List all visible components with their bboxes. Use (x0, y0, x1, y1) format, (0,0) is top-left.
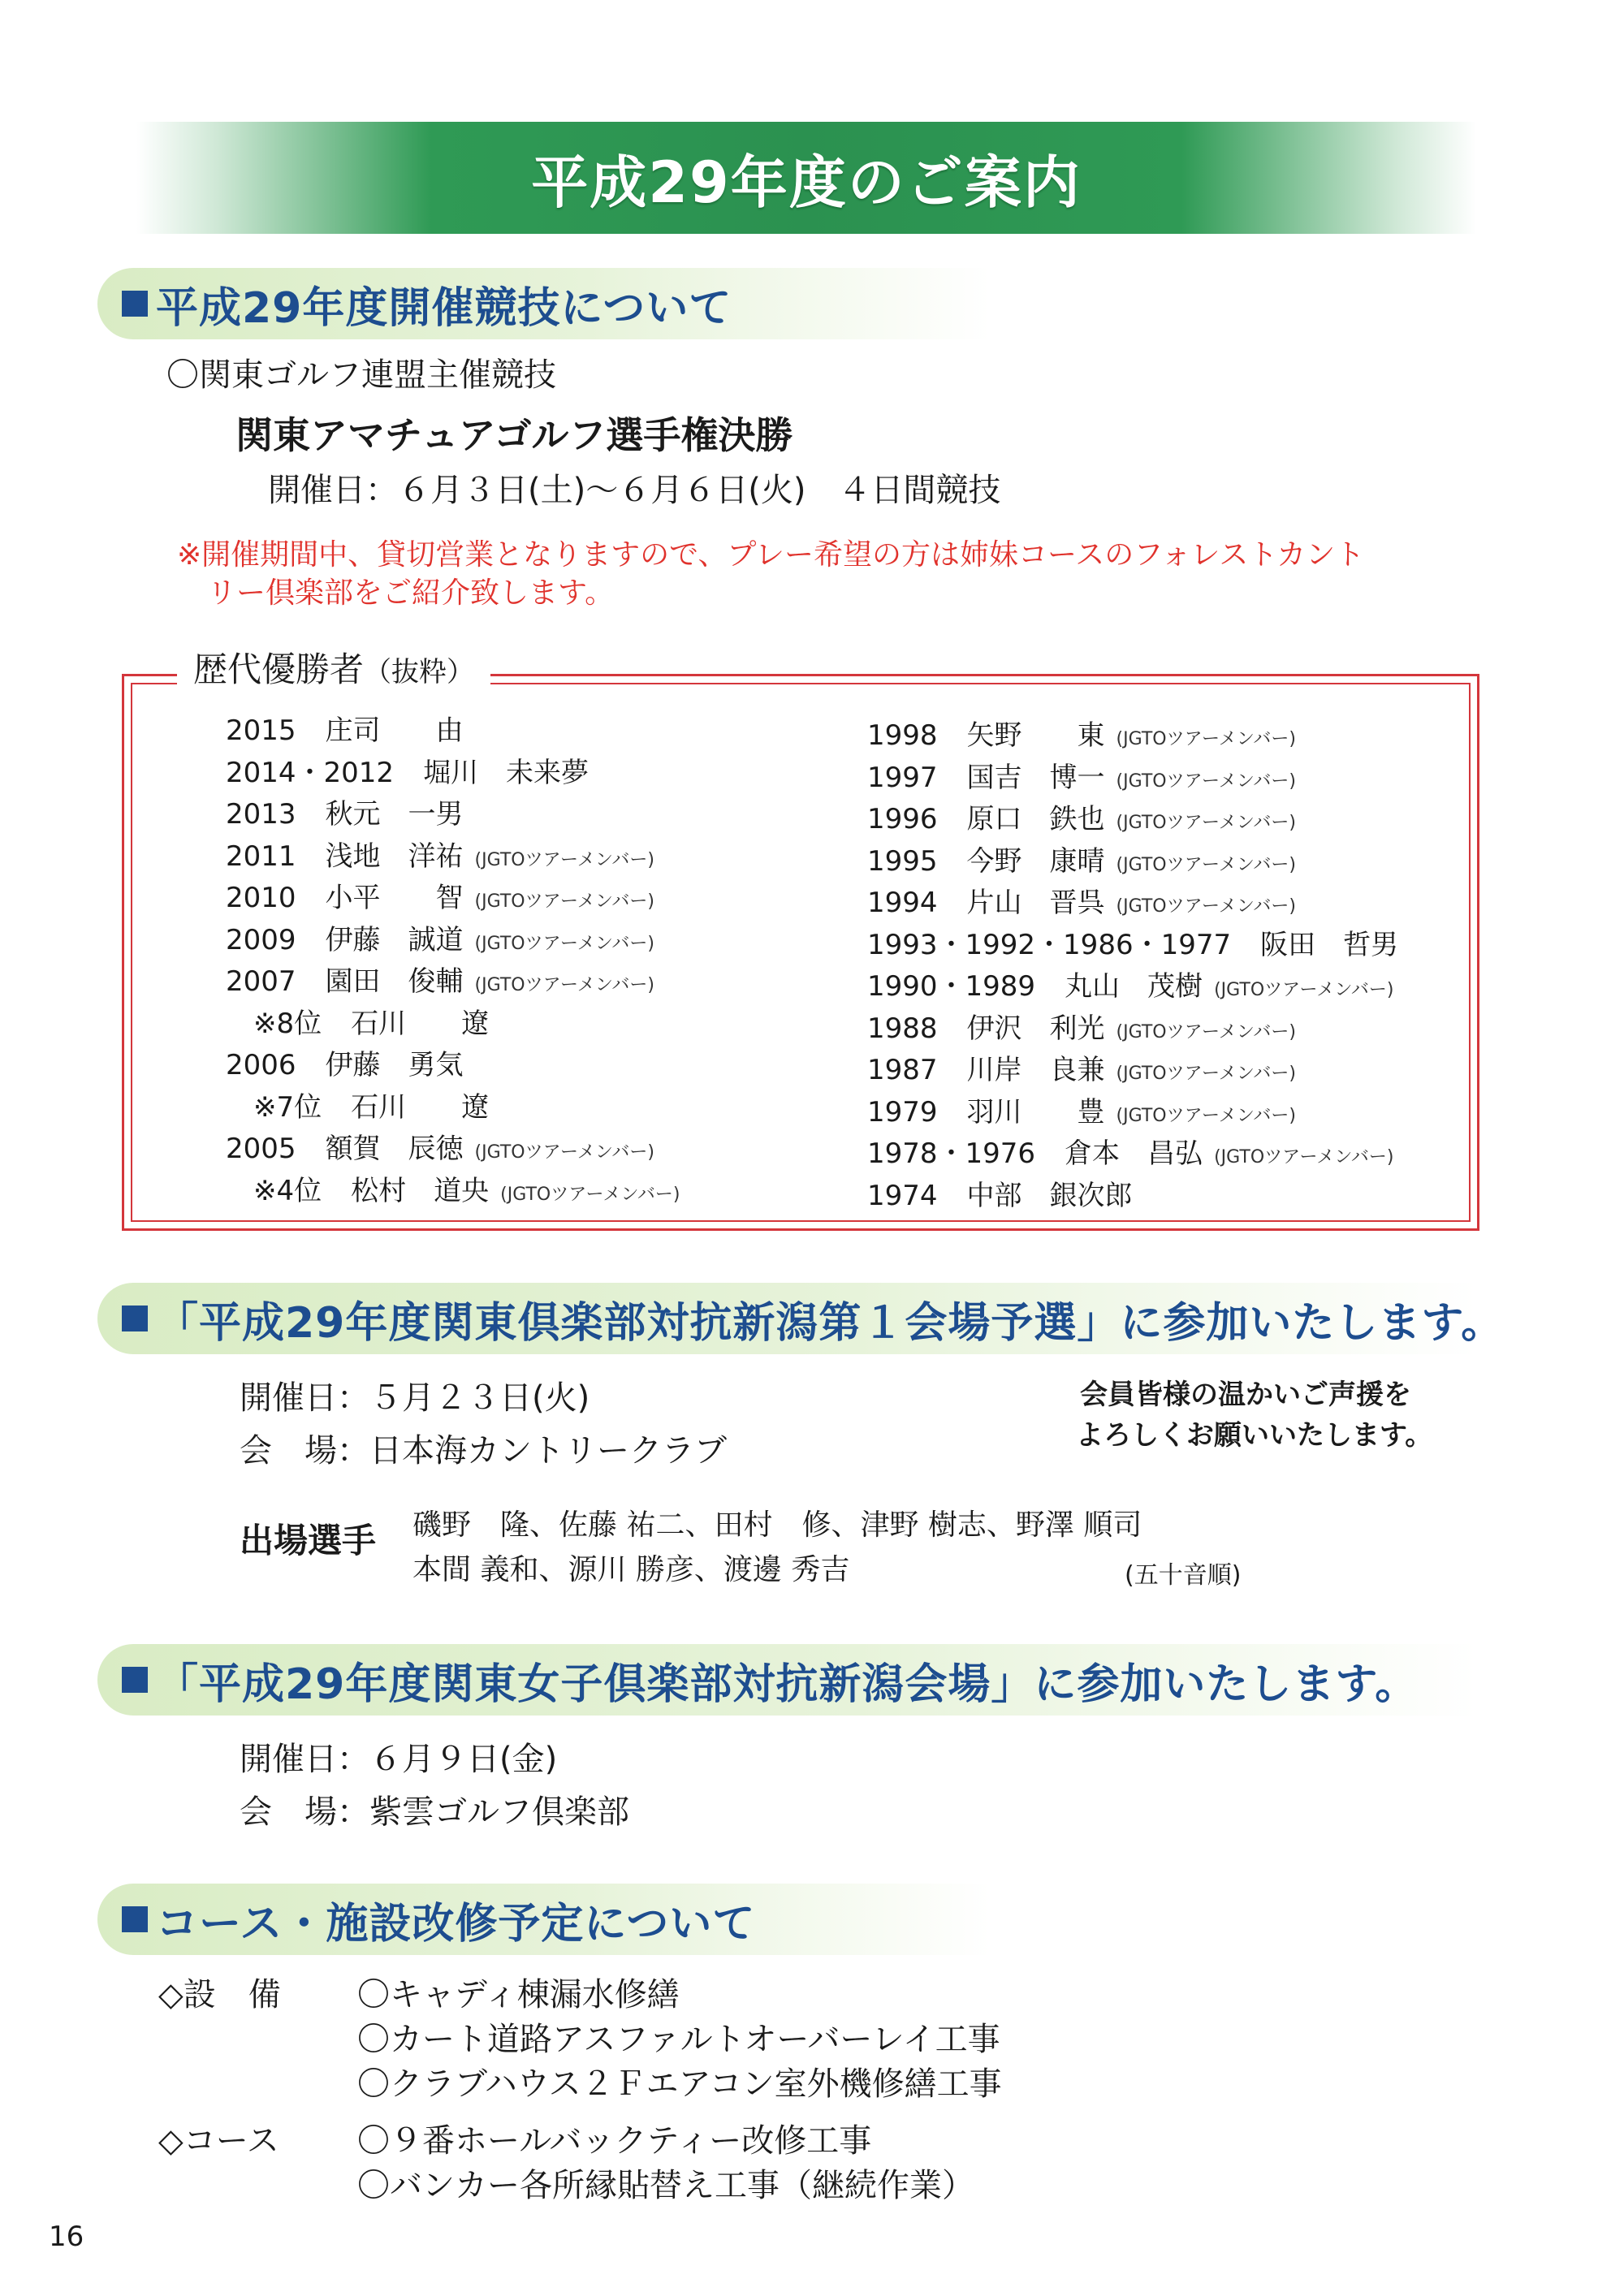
event-date: 開催日：６月３日(土)～６月６日(火) ４日間競技 (268, 472, 1001, 509)
winner-row (867, 839, 1296, 878)
winner-row (867, 1131, 1393, 1171)
notice-line-1: ※開催期間中、貸切営業となりますので、プレー希望の方は姉妹コースのフォレストカント (177, 538, 1365, 572)
facilities-category: ◇設 備 (158, 1976, 281, 2013)
facility-item: 〇クラブハウス２Ｆエアコン室外機修繕工事 (357, 2065, 1002, 2103)
winner-name: 今野 康晴 (966, 844, 1105, 878)
winner-row (226, 1042, 464, 1082)
winner-row (867, 1090, 1296, 1129)
winner-row (226, 1085, 489, 1124)
tour-member-tag: (JGTOツアーメンバー) (474, 849, 654, 870)
winner-name: 阪田 哲男 (1260, 928, 1399, 961)
winner-row (867, 922, 1398, 962)
winner-row (867, 1173, 1133, 1213)
winner-year: 2006 (226, 1049, 296, 1081)
winner-row (867, 755, 1296, 795)
winner-name: 川岸 良兼 (966, 1054, 1105, 1086)
womens-venue: 会 場：紫雲ゴルフ倶楽部 (240, 1793, 629, 1831)
winner-name: 伊藤 誠道 (325, 923, 464, 956)
winner-row (226, 959, 654, 999)
winner-year: 1978・1976 (867, 1137, 1036, 1170)
winner-name: 小平 智 (325, 882, 464, 914)
tour-member-tag: (JGTOツアーメンバー) (1214, 1147, 1394, 1167)
tour-member-tag: (JGTOツアーメンバー) (500, 1184, 680, 1205)
winner-year: 1990・1989 (867, 970, 1036, 1003)
page-title: 平成29年度のご案内 (531, 149, 1082, 216)
winner-year: 1988 (867, 1012, 938, 1045)
winner-row (226, 834, 654, 874)
winner-row (867, 880, 1296, 920)
winner-name: 矢野 東 (966, 719, 1105, 752)
winner-row (867, 713, 1296, 753)
winner-year: ※7位 (226, 1090, 322, 1124)
section-heading-renovations: コース・施設改修予定について (97, 1884, 991, 1955)
course-item: 〇９番ホールバックティー改修工事 (357, 2122, 872, 2160)
winner-name: 秋元 一男 (325, 798, 464, 831)
winner-name: 伊藤 勇気 (325, 1049, 464, 1081)
winner-year: 1974 (867, 1179, 938, 1212)
winner-name: 国吉 博一 (966, 761, 1105, 794)
winner-row (226, 792, 464, 831)
winner-year: 1979 (867, 1095, 938, 1129)
winner-year: 1997 (867, 761, 938, 794)
winner-row (226, 1126, 654, 1166)
winner-year: 2010 (226, 882, 296, 914)
winner-year: 1996 (867, 803, 938, 835)
section-heading-womens-club-team: 「平成29年度関東女子倶楽部対抗新潟会場」に参加いたします。 (97, 1644, 1478, 1716)
tour-member-tag: (JGTOツアーメンバー) (1116, 1021, 1296, 1042)
course-item: 〇バンカー各所縁貼替え工事（継続作業） (357, 2167, 974, 2204)
alphabetical-order-note: (五十音順) (1125, 1561, 1242, 1590)
organizer-label: 〇関東ゴルフ連盟主催競技 (166, 356, 556, 394)
winner-row (226, 708, 464, 748)
past-winners-label: 歴代優勝者（抜粋） (177, 643, 490, 692)
winner-row (226, 750, 589, 790)
support-message-2: よろしくお願いいたします。 (1076, 1419, 1433, 1452)
tour-member-tag: (JGTOツアーメンバー) (1214, 980, 1394, 1000)
winner-name: 松村 道央 (351, 1174, 490, 1207)
winner-name: 庄司 由 (325, 714, 464, 747)
winner-name: 原口 鉄也 (966, 803, 1105, 835)
tour-member-tag: (JGTOツアーメンバー) (1116, 854, 1296, 875)
winner-year: ※4位 (226, 1174, 322, 1207)
winner-row (226, 1168, 680, 1208)
tour-member-tag: (JGTOツアーメンバー) (1116, 896, 1296, 917)
winner-name: 伊沢 利光 (966, 1012, 1105, 1045)
square-bullet-icon (122, 1906, 148, 1932)
tour-member-tag: (JGTOツアーメンバー) (1116, 729, 1296, 749)
tour-member-tag: (JGTOツアーメンバー) (1116, 813, 1296, 833)
winner-year: 1994 (867, 887, 938, 919)
tour-member-tag: (JGTOツアーメンバー) (1116, 1105, 1296, 1126)
players-line-2: 本間 義和、源川 勝彦、渡邊 秀吉 (412, 1553, 850, 1586)
winner-name: 石川 遼 (351, 1090, 490, 1124)
winner-year: 1987 (867, 1054, 938, 1086)
square-bullet-icon (122, 1306, 148, 1331)
winner-name: 片山 晋呉 (966, 887, 1105, 919)
winner-year: 2009 (226, 923, 296, 956)
winner-name: 中部 銀次郎 (966, 1179, 1133, 1212)
winner-year: 2015 (226, 714, 296, 747)
support-message-1: 会員皆様の温かいご声援を (1080, 1379, 1411, 1411)
winner-year: 2013 (226, 798, 296, 831)
womens-date: 開催日：６月９日(金) (240, 1741, 558, 1778)
qualifier-date: 開催日：５月２３日(火) (240, 1379, 590, 1417)
winner-name: 丸山 茂樹 (1065, 970, 1203, 1003)
section-heading-events: 平成29年度開催競技について (97, 268, 991, 339)
tour-member-tag: (JGTOツアーメンバー) (474, 891, 654, 912)
players-line-1: 磯野 隆、佐藤 祐二、田村 修、津野 樹志、野澤 順司 (412, 1508, 1142, 1542)
winner-year: 1998 (867, 719, 938, 752)
event-name: 関東アマチュアゴルフ選手権決勝 (235, 413, 793, 457)
winner-row (867, 796, 1296, 836)
winner-year: 2011 (226, 839, 296, 873)
square-bullet-icon (122, 291, 148, 317)
winner-name: 羽川 豊 (966, 1095, 1105, 1129)
winner-row (226, 917, 654, 957)
title-banner (136, 122, 1476, 234)
notice-line-2: リー倶楽部をご紹介致します。 (207, 576, 615, 610)
winner-year: 1995 (867, 844, 938, 878)
winner-name: 浅地 洋祐 (325, 839, 464, 873)
winner-name: 石川 遼 (351, 1007, 490, 1040)
tour-member-tag: (JGTOツアーメンバー) (474, 1142, 654, 1163)
tour-member-tag: (JGTOツアーメンバー) (474, 933, 654, 954)
course-category: ◇コース (158, 2122, 279, 2160)
winner-year: 2014・2012 (226, 756, 395, 789)
winner-name: 額賀 辰徳 (325, 1133, 464, 1165)
tour-member-tag: (JGTOツアーメンバー) (1116, 770, 1296, 792)
tour-member-tag: (JGTOツアーメンバー) (1116, 1064, 1296, 1084)
winner-row (867, 1047, 1296, 1087)
winner-row (867, 964, 1393, 1003)
winner-year: 1993・1992・1986・1977 (867, 928, 1232, 961)
winner-year: 2007 (226, 965, 296, 998)
winner-name: 倉本 昌弘 (1065, 1137, 1203, 1170)
facility-item: 〇キャディ棟漏水修繕 (357, 1976, 680, 2013)
winner-year: ※8位 (226, 1007, 322, 1040)
facility-item: 〇カート道路アスファルトオーバーレイ工事 (357, 2021, 1000, 2058)
section-heading-club-team-qualifier: 「平成29年度関東倶楽部対抗新潟第１会場予選」に参加いたします。 (97, 1283, 1478, 1354)
tour-member-tag: (JGTOツアーメンバー) (474, 975, 654, 995)
winner-row (226, 875, 654, 915)
page-number: 16 (49, 2220, 84, 2253)
players-label: 出場選手 (240, 1521, 377, 1560)
winner-row (226, 1001, 489, 1041)
winner-name: 園田 俊輔 (325, 965, 464, 998)
winner-name: 堀川 未来夢 (423, 756, 590, 789)
winner-row (867, 1006, 1296, 1046)
square-bullet-icon (122, 1667, 148, 1693)
qualifier-venue: 会 場：日本海カントリークラブ (240, 1432, 727, 1470)
winner-year: 2005 (226, 1133, 296, 1165)
